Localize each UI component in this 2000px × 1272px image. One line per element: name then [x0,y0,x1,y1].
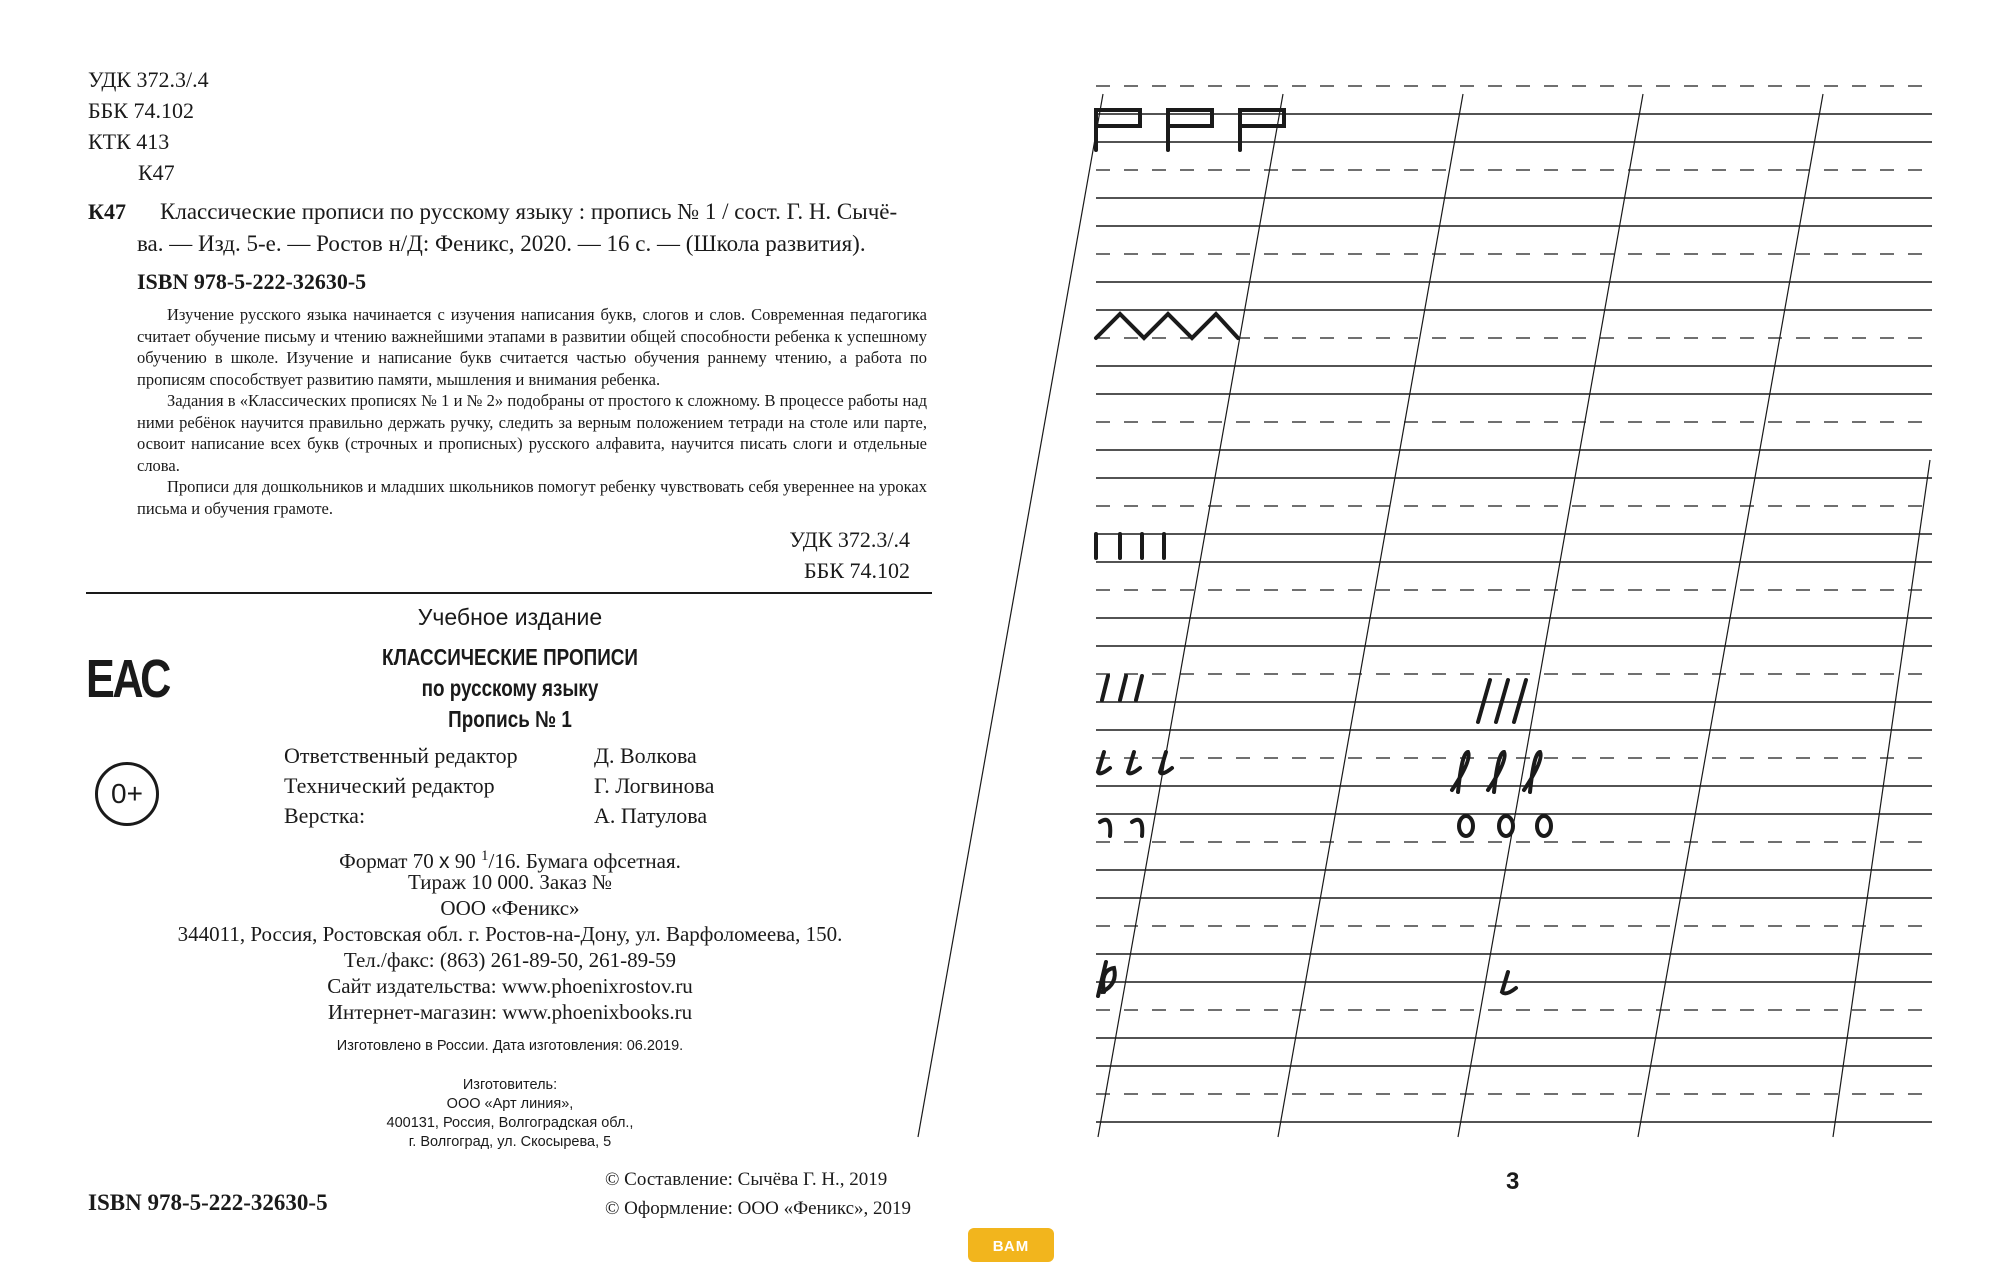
title-line-1: КЛАССИЧЕСКИЕ ПРОПИСИ [382,644,638,670]
isbn-bottom: ISBN 978-5-222-32630-5 [88,1190,328,1215]
letter-p-sample [1168,110,1212,150]
hook-sample [1100,820,1142,836]
o-sample [1459,816,1473,836]
publisher-site: Сайт издательства: www.phoenixrostov.ru [327,974,693,998]
bib-description-line-1: Классические прописи по русскому языку : пропись № 1 / сост. Г. Н. Сычё- [160,199,898,224]
ruled-lines [1096,86,1932,1122]
annotation-paragraph: Прописи для дошкольников и младших школьников помогут ребенку чувствовать себя увереннее на уроках письма и обучения грамоте. [137,477,927,518]
age-rating-badge: 0+ [95,762,159,826]
slanted-stick-sample [1102,676,1142,700]
paper-format: Формат 70 x 90 $^1$/16. Бумага офсетная. [339,848,681,873]
staff-name: А. Патулова [594,803,708,828]
ktk-code: КТК 413 [88,129,170,154]
publisher-address: 344011, Россия, Ростовская обл. г. Ростов-на-Дону, ул. Варфоломеева, 150. [177,922,843,946]
manufacture-date: Изготовлено в России. Дата изготовления: 06.2019. [336,1038,684,1054]
copyright-design: © Оформление: ООО «Феникс», 2019 [605,1198,912,1219]
publisher-shop: Интернет-магазин: www.phoenixbooks.ru [327,1000,693,1024]
eac-mark: ЕАС [86,649,169,709]
bbk-code: ББК 74.102 [88,98,194,123]
bib-description-line-2: ва. — Изд. 5-е. — Ростов н/Д: Феникс, 2020. — 16 с. — (Школа развития). [137,231,866,256]
bbk-code: ББК 74.102 [804,558,910,583]
slanted-stick-sample [1478,680,1526,722]
author-mark: К47 [138,160,175,185]
oval-sample [1098,962,1115,996]
title-line-2: по русскому языку [421,675,599,701]
watermark-logo [968,1228,1054,1262]
annotation-paragraph: Изучение русского языка начинается с изучения написания букв, слогов и слов. Современная педагогика считает обучение письму и чтению важнейшими этапами в развитии общей способности ребенка к успешному обучению в школе. Изучение и написание букв считается частью обучения раннему чтению, а работа по прописям способствует развитию памяти, мышления и внимания ребенка. [137,305,927,389]
isbn-top: ISBN 978-5-222-32630-5 [137,269,367,294]
staff-name: Д. Волкова [594,743,697,768]
hook-sample [1098,752,1172,773]
letter-p-sample [1096,110,1140,150]
edition-type: Учебное издание [417,604,603,630]
watermark-badge: ВАМ [968,1228,1054,1262]
bib-author-mark: К47 [88,199,126,224]
udk-code: УДК 372.3/.4 [88,67,209,92]
practice-letters [1096,110,1551,996]
letter-p-sample [1240,110,1284,150]
o-sample [1499,816,1513,836]
staff-role: Ответственный редактор [284,743,518,768]
staff-name: Г. Логвинова [594,773,715,798]
stick-sample [1096,534,1164,558]
print-run: Тираж 10 000. Заказ № [407,870,612,894]
publisher-phone: Тел./факс: (863) 261-89-50, 261-89-59 [343,948,677,972]
zigzag-sample [1096,314,1238,338]
annotation-paragraph: Задания в «Классических прописях № 1 и № 2» подобраны от простого к сложному. В процессе работы над ними ребёнок научится правильно держать ручку, следить за верным положением тетради на столе или парте, освоит написание всех букв (строчных и прописных) русского алфавита, научится писать слоги и отдельные слова. [137,391,927,475]
page-number: 3 [1506,1168,1520,1195]
title-line-3: Пропись № 1 [448,706,572,732]
o-sample [1537,816,1551,836]
copyright-compilation: © Составление: Сычёва Г. Н., 2019 [605,1169,888,1190]
manufacturer-info: Изготовитель: ООО «Арт линия», 400131, Россия, Волгоградская обл., г. Волгоград, ул. Скосырева, 5 [386,1077,634,1150]
staff-role: Технический редактор [284,773,495,798]
publisher-name: ООО «Феникс» [440,896,580,920]
slant-lines [918,94,1930,1137]
staff-role: Верстка: [284,803,366,828]
udk-code: УДК 372.3/.4 [789,527,910,552]
